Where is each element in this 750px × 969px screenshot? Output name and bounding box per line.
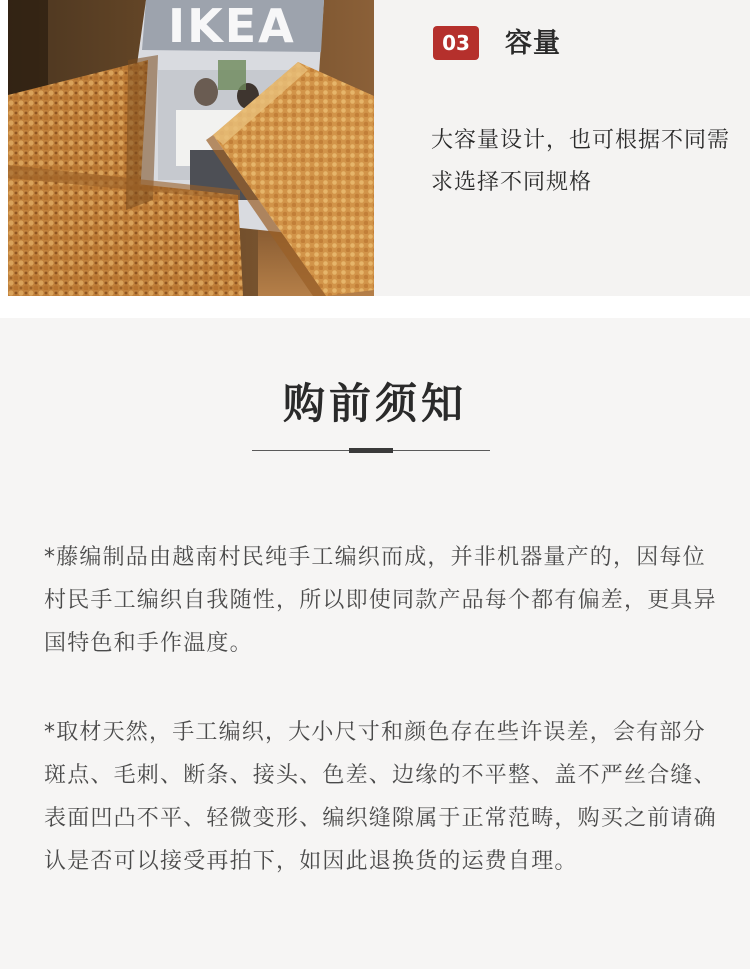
notice-paragraph-craftsmanship: *藤编制品由越南村民纯手工编织而成，并非机器量产的，因每位村民手工编织自我随性，所以即使同款产品每个都有偏差，更具异国特色和手作温度。 bbox=[44, 545, 717, 656]
product-feature-section bbox=[0, 0, 750, 318]
notice-paragraph-variation: *取材天然，手工编织，大小尺寸和颜色存在些许误差，会有部分斑点、毛刺、断条、接头、色差、边缘的不平整、盖不严丝合缝、表面凹凸不平、轻微变形、编织缝隙属于正常范畴，购买之前请确认是否可以接受再拍下，如因此退换货的运费自理。 bbox=[44, 720, 717, 874]
product-photo bbox=[8, 0, 374, 296]
feature-number-badge: 03 bbox=[433, 26, 479, 60]
feature-description: 大容量设计，也可根据不同需求选择不同规格 bbox=[431, 128, 731, 195]
title-divider-accent bbox=[349, 448, 393, 453]
feature-info-panel bbox=[374, 0, 750, 296]
svg-text:IKEA: IKEA bbox=[168, 0, 296, 53]
feature-title: 容量 bbox=[505, 28, 561, 59]
notice-title: 购前须知 bbox=[282, 379, 467, 428]
